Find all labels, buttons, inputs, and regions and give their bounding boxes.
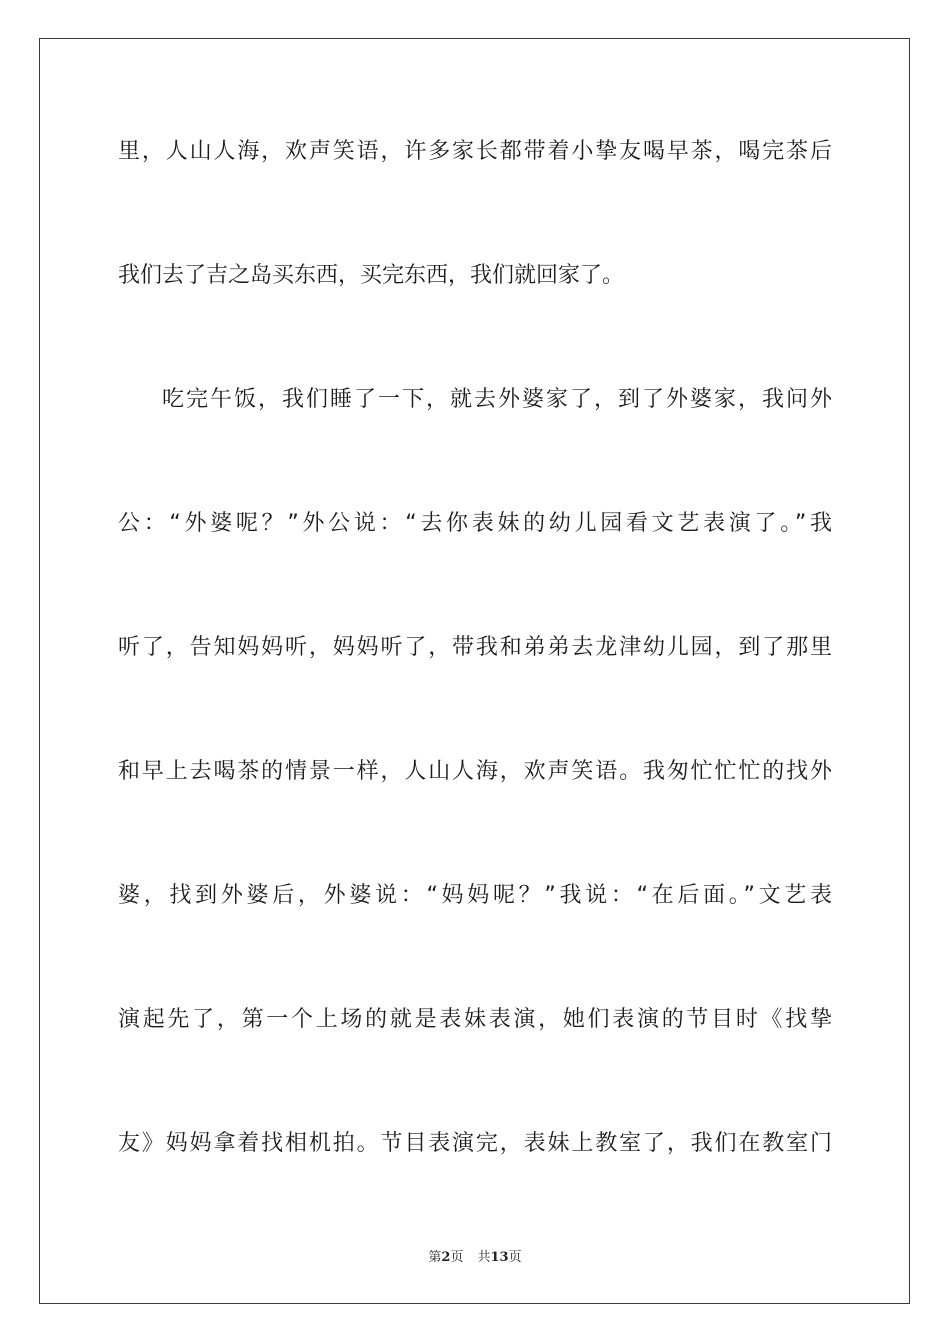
text-line: 婆，找到外婆后，外婆说：“妈妈呢？”我说：“在后面。”文艺表 [118, 883, 832, 908]
text-line: 公：“外婆呢？”外公说：“去你表妹的幼儿园看文艺表演了。”我 [118, 511, 832, 536]
current-page-number: 2 [441, 1250, 451, 1265]
page-suffix: 页 [450, 1250, 464, 1265]
total-page-count: 13 [490, 1250, 509, 1265]
paragraph-first-line: 吃完午饭，我们睡了一下，就去外婆家了，到了外婆家，我问外 [162, 387, 832, 412]
total-prefix: 共 [477, 1250, 491, 1265]
page-border [39, 38, 910, 1304]
text-line: 和早上去喝茶的情景一样，人山人海，欢声笑语。我匆忙忙忙的找外 [118, 759, 832, 784]
text-line: 我们去了吉之岛买东西，买完东西，我们就回家了。 [118, 263, 625, 288]
page-prefix: 第 [428, 1250, 442, 1265]
text-line: 听了，告知妈妈听，妈妈听了，带我和弟弟去龙津幼儿园，到了那里 [118, 635, 832, 660]
total-suffix: 页 [508, 1250, 522, 1265]
page-footer [0, 1246, 950, 1265]
text-line: 友》妈妈拿着找相机拍。节目表演完，表妹上教室了，我们在教室门 [118, 1131, 832, 1156]
text-line: 演起先了，第一个上场的就是表妹表演，她们表演的节目时《找挚 [118, 1007, 832, 1032]
text-line: 里，人山人海，欢声笑语，许多家长都带着小挚友喝早茶，喝完茶后 [118, 139, 832, 164]
